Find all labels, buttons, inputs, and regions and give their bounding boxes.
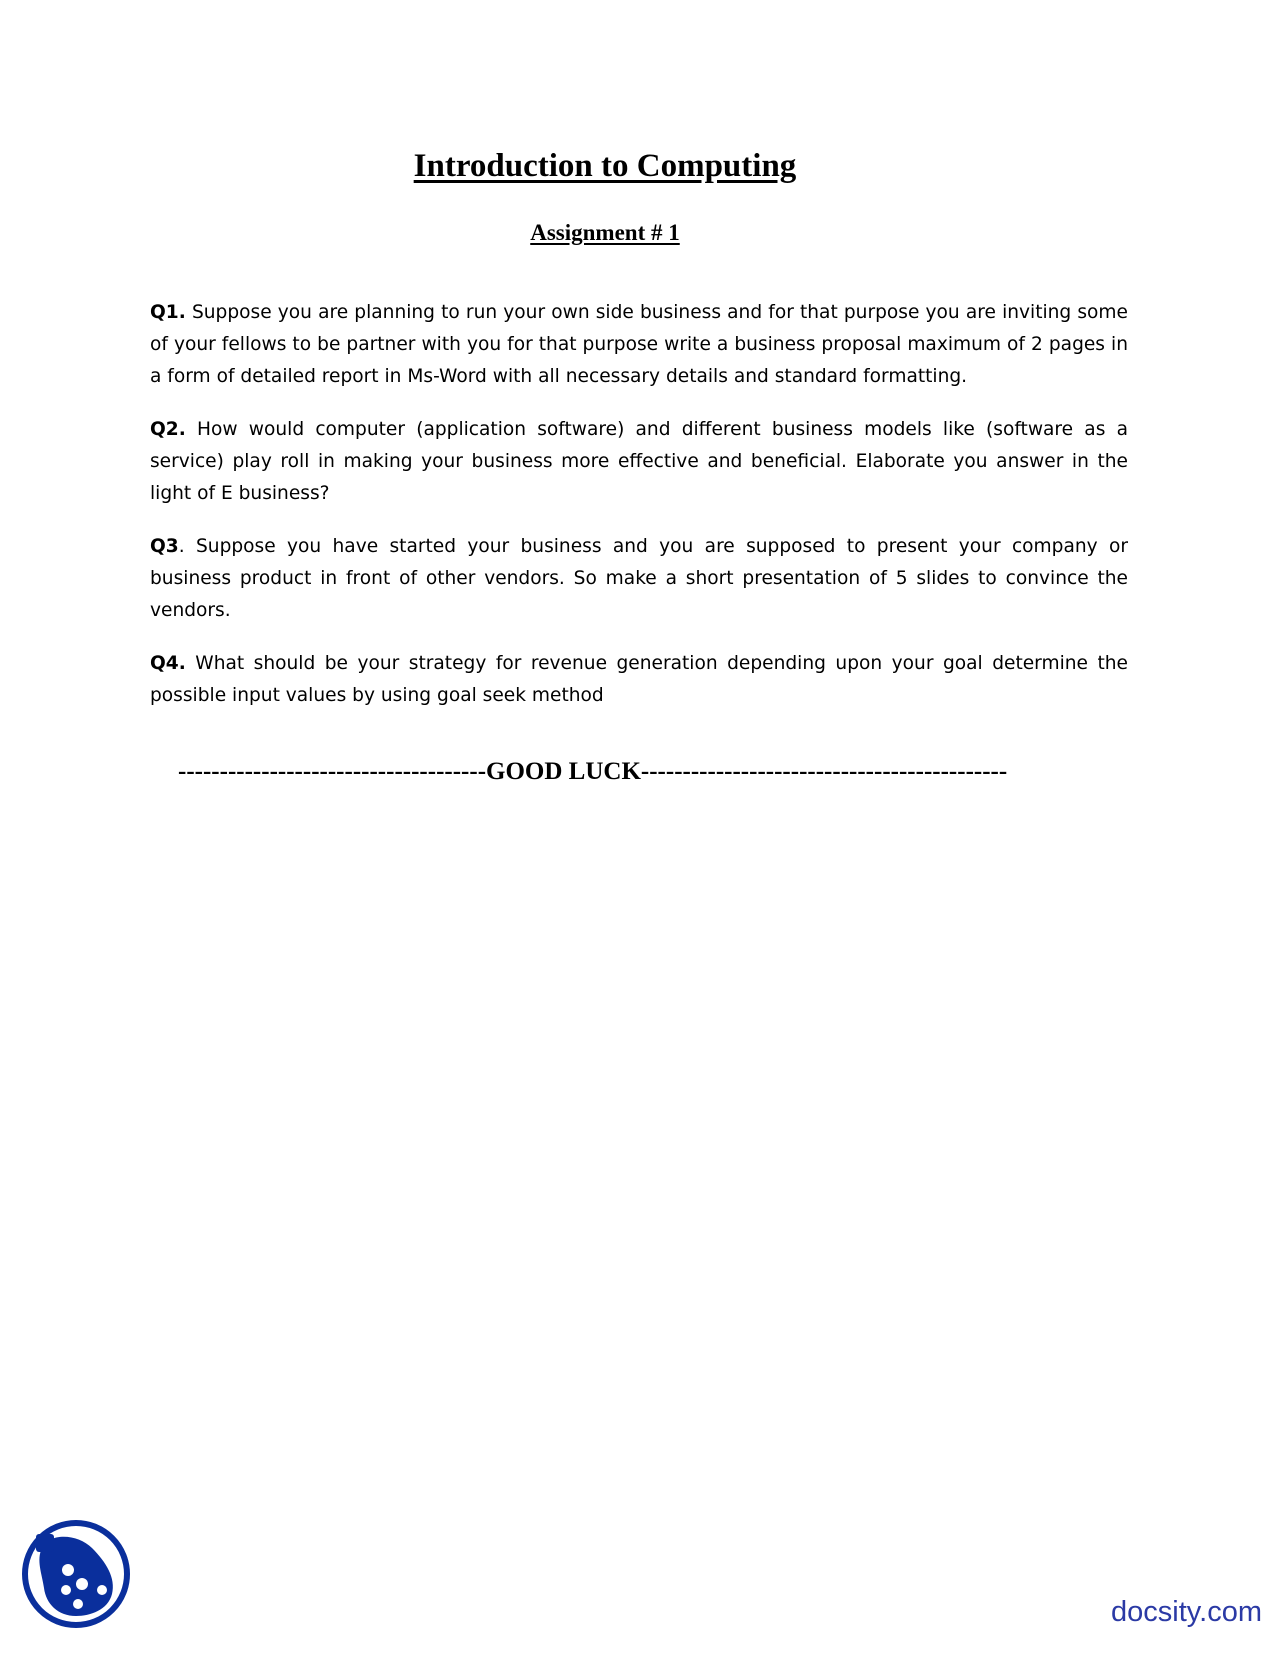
question-4-label: Q4. <box>150 653 186 674</box>
document-title: Introduction to Computing <box>413 148 797 184</box>
question-2-label: Q2. <box>150 419 186 440</box>
good-luck-line: -------------------------------------GOOD LUCK-------------------------------------------- <box>178 758 1008 785</box>
question-3-label: Q3 <box>150 536 179 557</box>
question-2-text: How would computer (application software) and different business models like (software as a service) play roll in making your business more effective and beneficial. Elaborate you answer in the light of E business? <box>150 419 1128 504</box>
question-3 <box>150 531 1128 627</box>
question-1-text: Suppose you are planning to run your own side business and for that purpose you are inviting some of your fellows to be partner with you for that purpose write a business proposal maximum of 2 pages in a form of detailed report in Ms-Word with all necessary details and standard formatting. <box>150 302 1128 387</box>
question-4-text: What should be your strategy for revenue generation depending upon your goal determine the possible input values by using goal seek method <box>150 653 1128 706</box>
question-4 <box>150 648 1128 712</box>
docsity-brand-link[interactable]: docsity.com <box>1111 1596 1262 1628</box>
question-3-text: . Suppose you have started your business and you are supposed to present your company or business product in front of other vendors. So make a short presentation of 5 slides to convince the vendors. <box>150 536 1128 621</box>
docsity-logo-icon[interactable] <box>20 1518 132 1630</box>
questions-list <box>150 297 1128 733</box>
question-2 <box>150 414 1128 510</box>
question-1-label: Q1. <box>150 302 186 323</box>
question-1 <box>150 297 1128 393</box>
assignment-subtitle: Assignment # 1 <box>530 220 680 245</box>
